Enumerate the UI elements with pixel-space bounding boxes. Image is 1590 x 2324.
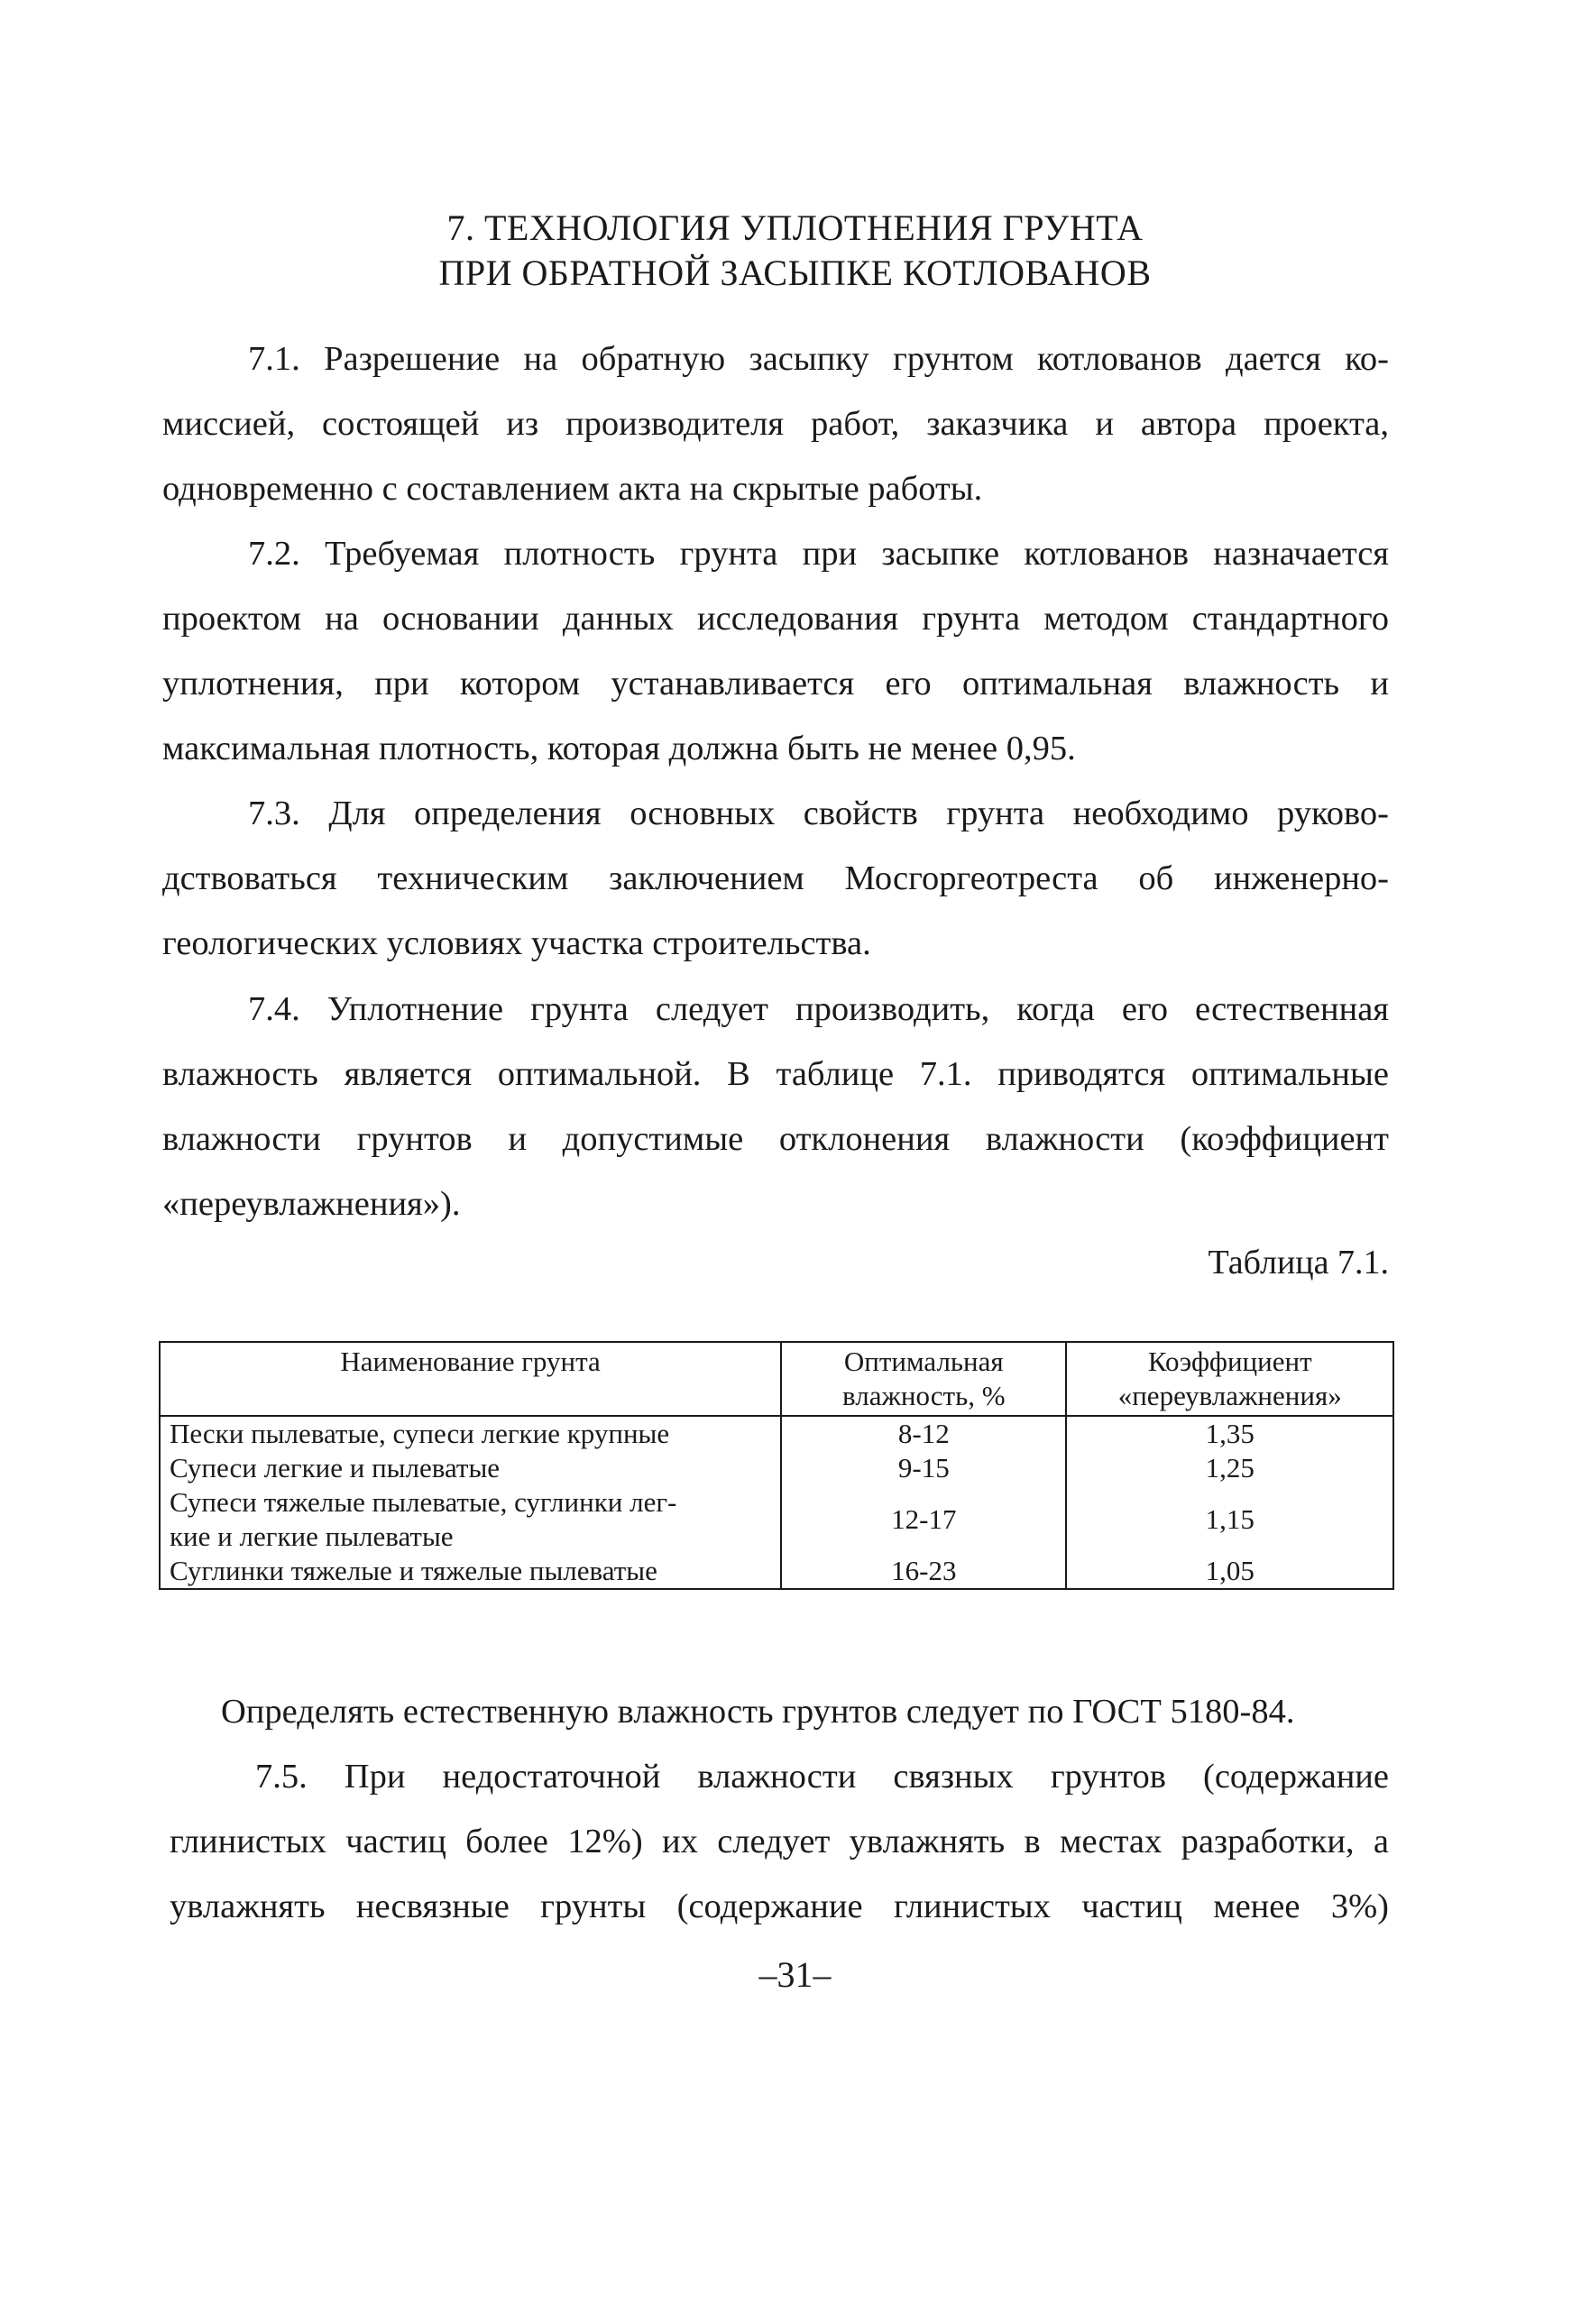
paragraph-line: влажности грунтов и допустимые отклонения влажности (коэффициент — [162, 1120, 1389, 1158]
table-row — [160, 1451, 1393, 1485]
cell-coefficient: 1,35 — [1066, 1416, 1393, 1451]
heading-line-2: ПРИ ОБРАТНОЙ ЗАСЫПКЕ КОТЛОВАНОВ — [438, 253, 1152, 293]
cell-line: кие и легкие пылеватые — [170, 1520, 454, 1552]
paragraph-7-2 — [162, 521, 1389, 781]
cell-moisture: 9-15 — [781, 1451, 1066, 1485]
cell-soil-name: Суглинки тяжелые и тяжелые пылеватые — [160, 1554, 781, 1589]
cell-coefficient: 1,15 — [1066, 1485, 1393, 1554]
table-row — [160, 1416, 1393, 1451]
paragraph-line: «переувлажнения»). — [162, 1185, 461, 1223]
header-soil-name: Наименование грунта — [160, 1342, 781, 1416]
paragraph-line: геологических условиях участка строительства. — [162, 924, 871, 962]
paragraph-line: 7.4. Уплотнение грунта следует производить, когда его естественная — [248, 990, 1389, 1028]
table-caption: Таблица 7.1. — [1208, 1244, 1389, 1281]
cell-coefficient: 1,05 — [1066, 1554, 1393, 1589]
cell-soil-name: Пески пылеватые, супеси легкие крупные — [160, 1416, 781, 1451]
paragraph-line: глинистых частиц более 12%) их следует увлажнять в местах разработки, а — [170, 1823, 1389, 1860]
paragraph-line: одновременно с составлением акта на скрытые работы. — [162, 470, 983, 508]
paragraph-line: 7.3. Для определения основных свойств грунта необходимо руково- — [248, 795, 1389, 832]
paragraph-line: увлажнять несвязные грунты (содержание глинистых частиц менее 3%) — [170, 1888, 1389, 1925]
section-heading — [0, 206, 1590, 296]
paragraph-line: 7.1. Разрешение на обратную засыпку грунтом котлованов дается ко- — [248, 340, 1389, 378]
paragraph-7-5 — [170, 1744, 1389, 1939]
cell-soil-name: Супеси легкие и пылеватые — [160, 1451, 781, 1485]
header-line: «переувлажнения» — [1117, 1380, 1342, 1411]
page-number: –31– — [758, 1954, 832, 1995]
paragraph-line: влажность является оптимальной. В таблице 7.1. приводятся оптимальные — [162, 1055, 1389, 1093]
paragraph-line: миссией, состоящей из производителя работ, заказчика и автора проекта, — [162, 405, 1389, 443]
table-row — [160, 1485, 1393, 1554]
paragraph-line: 7.5. При недостаточной влажности связных грунтов (содержание — [255, 1758, 1389, 1796]
header-line: Коэффициент — [1147, 1346, 1312, 1377]
paragraph-line: проектом на основании данных исследования грунта методом стандартного — [162, 600, 1389, 638]
paragraph-line: максимальная плотность, которая должна быть не менее 0,95. — [162, 730, 1076, 767]
table-header-row — [160, 1342, 1393, 1416]
cell-line: Супеси тяжелые пылеватые, суглинки лег- — [170, 1486, 677, 1518]
header-line: влажность, % — [842, 1380, 1006, 1411]
cell-moisture: 16-23 — [781, 1554, 1066, 1589]
moisture-table — [159, 1341, 1394, 1590]
header-coefficient — [1066, 1342, 1393, 1416]
paragraph-line: 7.2. Требуемая плотность грунта при засыпке котлованов назначается — [248, 535, 1389, 573]
header-line: Оптимальная — [843, 1346, 1004, 1377]
cell-moisture: 8-12 — [781, 1416, 1066, 1451]
cell-moisture: 12-17 — [781, 1485, 1066, 1554]
header-optimal-moisture — [781, 1342, 1066, 1416]
cell-coefficient: 1,25 — [1066, 1451, 1393, 1485]
paragraph-7-4 — [162, 977, 1389, 1236]
table-row — [160, 1554, 1393, 1589]
paragraph-line: дствоваться техническим заключением Мосгоргеотреста об инженерно- — [162, 859, 1389, 897]
paragraph-line: уплотнения, при котором устанавливается его оптимальная влажность и — [162, 665, 1389, 703]
paragraph-7-3 — [162, 781, 1389, 976]
gost-reference: Определять естественную влажность грунтов следует по ГОСТ 5180-84. — [221, 1693, 1295, 1731]
heading-line-1: 7. ТЕХНОЛОГИЯ УПЛОТНЕНИЯ ГРУНТА — [446, 207, 1144, 248]
cell-soil-name — [160, 1485, 781, 1554]
paragraph-7-1 — [162, 326, 1389, 521]
